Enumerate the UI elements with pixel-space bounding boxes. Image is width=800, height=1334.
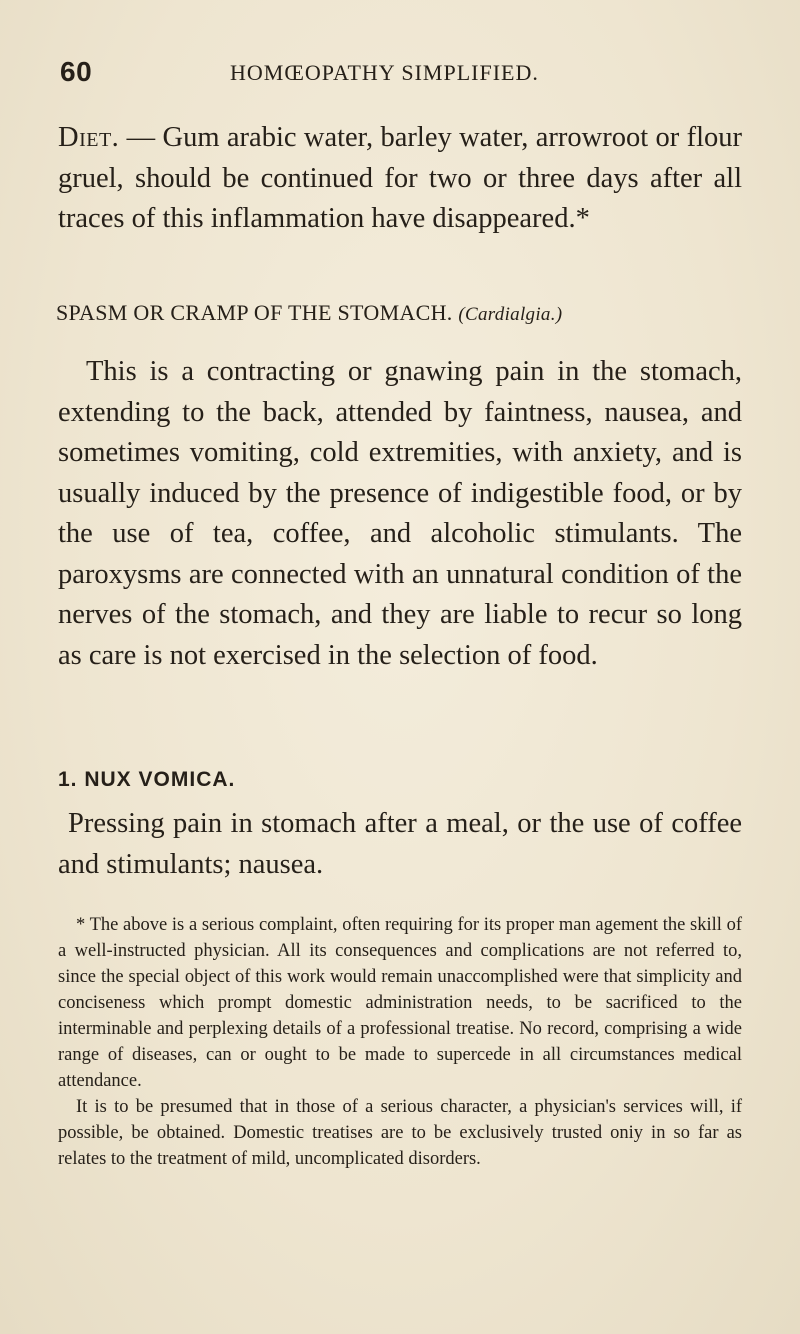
footnote	[58, 912, 742, 1172]
remedy-heading: 1. NUX VOMICA.	[58, 768, 236, 791]
section-title-text: SPASM OR CRAMP OF THE STOMACH.	[56, 300, 453, 325]
section-body: This is a contracting or gnawing pain in the stomach, extending to the back, attended by faintness, nausea, and sometimes vomiting, cold extremities, with anxiety, and is usually induced by the presence of indigestible food, or by the use of tea, coffee, and alcoholic stimulants. The paroxysms are connected with an unnatural condition of the nerves of the stomach, and they are liable to recur so long as care is not exercised in the selection of food.	[58, 356, 742, 671]
running-head: HOMŒOPATHY SIMPLIFIED.	[230, 60, 539, 85]
page-header	[60, 56, 740, 90]
diet-paragraph	[58, 118, 742, 240]
diet-text: — Gum arabic water, barley water, arrowroot or flour gruel, should be continued for two or three days after all traces of this inflammation have disappeared.*	[58, 122, 742, 234]
page-number: 60	[60, 56, 93, 87]
footnote-paragraph-1: * The above is a serious complaint, often requiring for its proper man agement the skill of a well-instructed physician. All its consequences and complications are not referred to, since the special object of this work would remain unaccomplished were that simplicity and conciseness which prompt domestic administration needs, to be sacrificed to the interminable and perplexing details of a professional treatise. No record, comprising a wide range of diseases, can or ought to be made to supercede in all circumstances medical attendance.	[58, 915, 742, 1091]
diet-lead: Diet.	[58, 122, 120, 153]
section-title	[56, 300, 562, 326]
footnote-paragraph-2: It is to be presumed that in those of a serious character, a physician's services will, if possible, be obtained. Domestic treatises are to be exclusively trusted oniy in so far as relates to the treatment of mild, uncomplicated disorders.	[58, 1097, 742, 1169]
remedy-text: Pressing pain in stomach after a meal, or the use of coffee and stimulants; nausea.	[58, 808, 742, 880]
section-alt-name: (Cardialgia.)	[458, 304, 563, 325]
